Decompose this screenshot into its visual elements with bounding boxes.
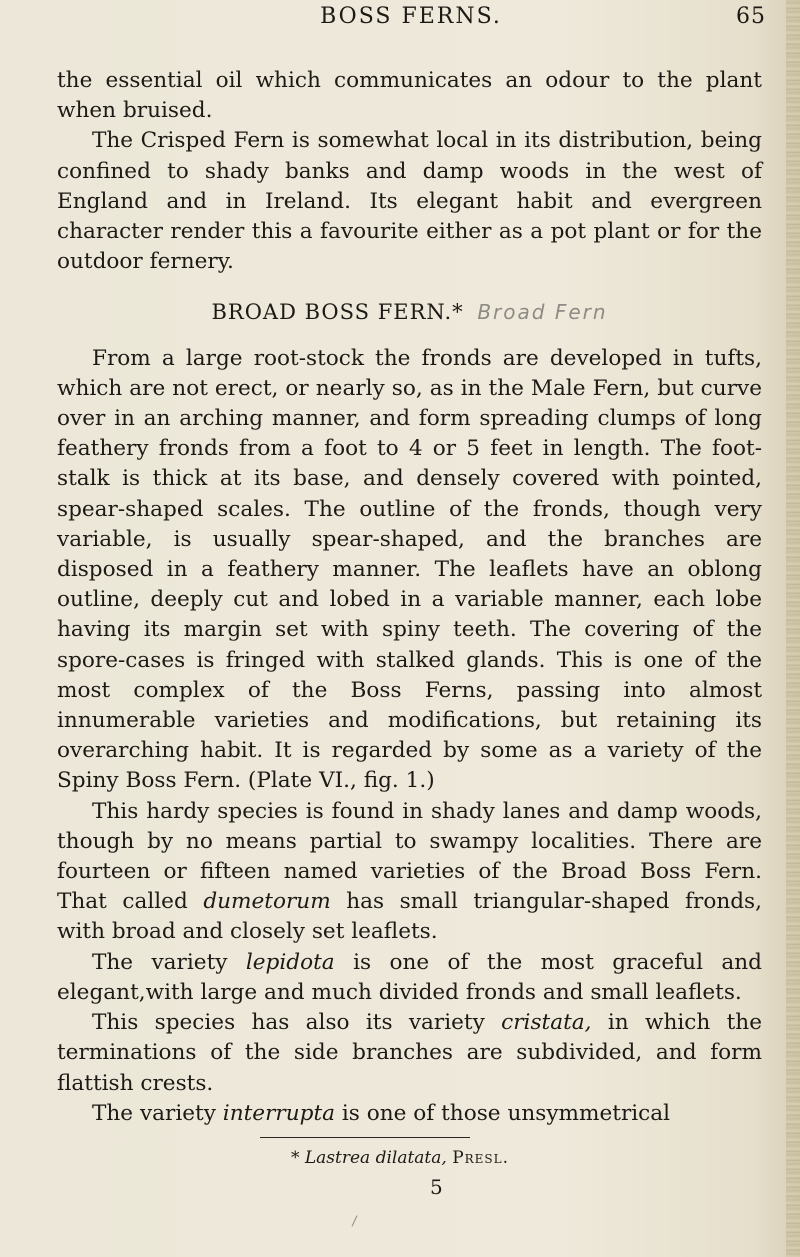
p7-italic: interrupta (222, 1100, 335, 1126)
signature-mark: 5 (430, 1175, 443, 1199)
footnote-rule (260, 1137, 470, 1138)
p7-a: The variety (92, 1100, 216, 1126)
paragraph-3: From a large root-stock the fronds are developed in tufts, which are not erect, or nearly so, as in the Male Fern, but curve over in an arching manner, and form spreading clumps of long feathery fronds from a foot to 4 or 5 feet in length. The foot-stalk is thick at its base, and densely covered with pointed, spear-shaped scales. The outline of the fronds, though very variable, is usually spear-shaped, and the branches are disposed in a feathery manner. The leaflets have an oblong outline, deeply cut and lobed in a variable manner, each lobe having its margin set with spiny teeth. The covering of the spore-cases is fringed with stalked glands. This is one of the most complex of the Boss Ferns, passing into almost innumerable varieties and modifications, but retaining its overarching habit. It is regarded by some as a variety of the Spiny Boss Fern. (Plate VI., fig. 1.) (57, 345, 762, 794)
body-text (57, 66, 762, 1129)
footnote-marker: * (452, 300, 464, 325)
pencil-tick (352, 1215, 358, 1226)
footnote (0, 1148, 800, 1168)
p6-a: This species has also its variety (92, 1010, 485, 1036)
page-edge (786, 0, 800, 1257)
page-number: 65 (736, 4, 766, 29)
paragraph-7 (57, 1099, 762, 1129)
pencil-annotation: Broad Fern (477, 300, 608, 325)
paragraph-1: the essential oil which communicates an odour to the plant when bruised. (57, 68, 762, 124)
p6-italic: cristata, (501, 1010, 592, 1036)
p4-italic: dumetorum (203, 889, 331, 915)
p5-italic: lepidota (245, 949, 335, 975)
footnote-marker-2: * (290, 1148, 300, 1168)
p5-a: The variety (92, 949, 228, 975)
footnote-authority: Presl. (452, 1148, 510, 1168)
p6-b: in which the terminations of the side branches are subdivided, and form flattish crests. (57, 1010, 762, 1096)
page-header (56, 4, 766, 44)
section-heading-text: BROAD BOSS FERN. (211, 300, 453, 325)
paragraph-6 (57, 1008, 762, 1099)
running-head: BOSS FERNS. (320, 4, 502, 29)
p4-rest: has small triangular-shaped fronds, with broad and closely set leaflets. (57, 889, 762, 945)
p5-b: is one of the most graceful and elegant,with large and much divided fronds and small leaflets. (57, 949, 762, 1005)
footnote-species: Lastrea dilatata, (304, 1148, 447, 1168)
p4-text: This hardy species is found in shady lanes and damp woods, though by no means partial to swampy localities. There are fourteen or fifteen named varieties of the Broad Boss Fern. That called (57, 798, 762, 915)
p7-b: is one of those unsymmetrical (341, 1100, 671, 1126)
paragraph-2: The Crisped Fern is somewhat local in its distribution, being confined to shady banks and damp woods in the west of England and in Ireland. Its elegant habit and evergreen character render this a favourite either as a pot plant or for the outdoor fernery. (57, 128, 762, 275)
section-heading (57, 297, 762, 327)
paragraph-4 (57, 797, 762, 948)
paragraph-5 (57, 948, 762, 1008)
